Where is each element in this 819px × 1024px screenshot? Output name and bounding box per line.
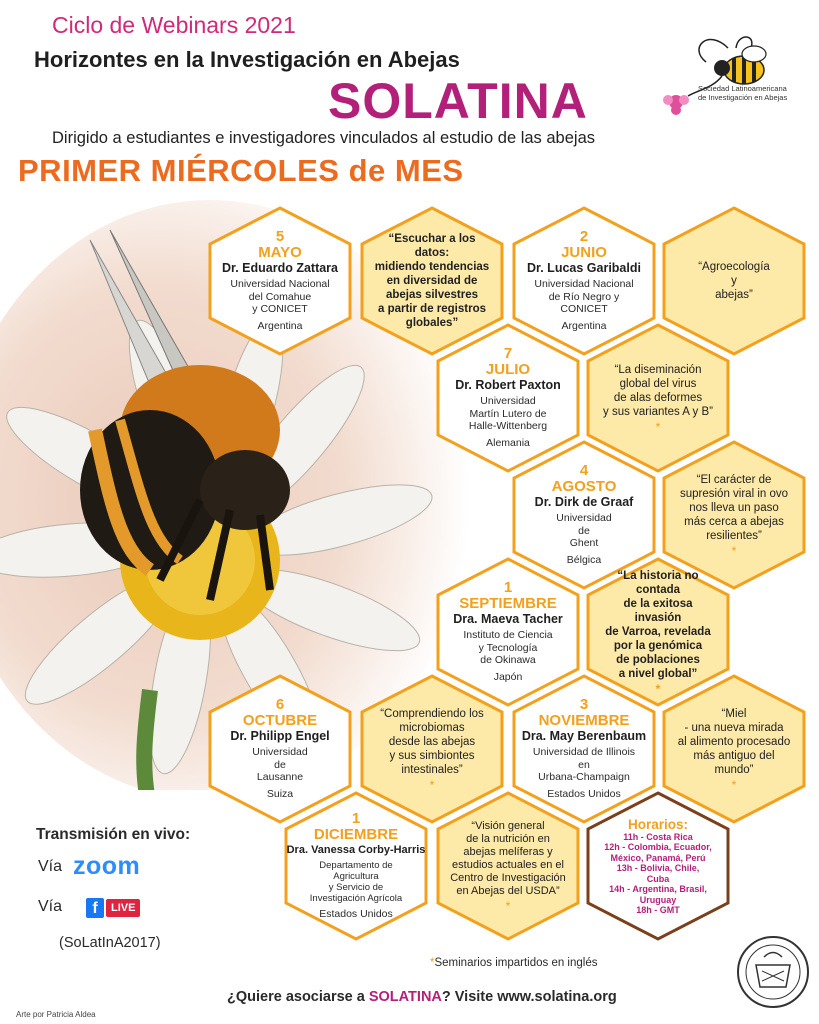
facebook-icon[interactable]: f [86, 898, 104, 918]
talk-title: “Visión general de la nutrición en abejas melíferas y estudios actuales en el Centro de Investigación en Abejas del USDA” * [450, 820, 566, 913]
session-day: 1 [503, 579, 513, 597]
schedule-line: 13h - Bolivia, Chile, [616, 863, 700, 873]
english-note: *Seminarios impartidos en inglés [430, 957, 598, 969]
via-label: Vía [38, 858, 63, 875]
talk-title: “La historia no contada de la exitosa invasión de Varroa, revelada por la genómica de poblaciones a nivel global” * [605, 570, 711, 696]
speaker-name: Dr. Robert Paxton [455, 378, 561, 393]
session-september-talk-hex [583, 557, 733, 707]
session-month: OCTUBRE [242, 712, 318, 730]
speaker-name: Dr. Dirk de Graaf [534, 495, 634, 510]
english-marker: * [731, 778, 737, 792]
zoom-logo[interactable]: zoom [73, 852, 141, 880]
speaker-institution: Universidad Martín Lutero de Halle-Wittenberg [468, 395, 548, 433]
session-month: AGOSTO [551, 478, 617, 496]
schedule-line: Cuba [646, 873, 670, 884]
series-title: Ciclo de Webinars 2021 [52, 12, 296, 38]
session-month: MAYO [258, 244, 302, 262]
live-stream-title: Transmisión en vivo: [36, 826, 191, 843]
session-december-talk-hex [433, 791, 583, 941]
session-month: JULIO [485, 361, 531, 379]
speaker-institution: Instituto de Ciencia y Tecnología de Okinawa [463, 629, 553, 667]
speaker-name: Dr. Lucas Garibaldi [527, 261, 641, 276]
session-day: 5 [275, 228, 285, 246]
talk-title: “La diseminación global del virus de alas deformes y sus variantes A y B” * [603, 364, 713, 434]
speaker-institution: Universidad de Illinois en Urbana-Champaign [532, 746, 636, 784]
talk-title: “Agroecología y abejas” [698, 261, 770, 301]
logo-line-2: de Investigación en Abejas [698, 93, 788, 102]
session-december-speaker-hex [281, 791, 431, 941]
speaker-country: Argentina [257, 319, 303, 332]
via-label: Vía [38, 898, 63, 915]
schedule-line: 14h - Argentina, Brasil, [609, 884, 707, 894]
english-marker: * [505, 899, 511, 913]
schedule-line: Uruguay [639, 894, 677, 905]
schedule-line: 12h - Colombia, Ecuador, [604, 842, 712, 852]
speaker-institution: Universidad de Lausanne [252, 746, 308, 784]
session-month: SEPTIEMBRE [459, 595, 557, 613]
session-day: 7 [503, 345, 513, 363]
speaker-country: Estados Unidos [547, 787, 621, 800]
speaker-country: Bélgica [566, 553, 602, 566]
asterisk-icon: * [430, 957, 435, 969]
membership-cta: ¿Quiere asociarse a SOLATINA? Visite www.solatina.org [227, 989, 617, 1005]
schedule-line: 18h - GMT [636, 905, 680, 915]
session-month: NOVIEMBRE [538, 712, 630, 730]
speaker-country: Argentina [561, 319, 607, 332]
session-day: 3 [579, 696, 589, 714]
talk-title: “Escuchar a los datos: midiendo tendencias en diversidad de abejas silvestres a partir de registros globales” [374, 233, 490, 329]
speaker-name: Dr. Eduardo Zattara [222, 261, 338, 276]
session-day: 4 [579, 462, 589, 480]
brand-title: SOLATINA [328, 73, 588, 129]
speaker-country: Japón [493, 670, 523, 683]
speaker-name: Dra. Vanessa Corby-Harris [286, 844, 426, 856]
english-marker: * [731, 544, 737, 558]
art-credit: Arte por Patricia Aldea [16, 1010, 96, 1019]
audience-line: Dirigido a estudiantes e investigadores vinculados al estudio de las abejas [52, 129, 596, 147]
talk-title: “Comprendiendo los microbiomas desde las abejas y sus simbiontes intestinales” * [380, 708, 484, 792]
logo-line-1: Sociedad Latinoamericana [698, 84, 787, 93]
english-marker: * [429, 778, 435, 792]
schedule-line: México, Panamá, Perú [610, 852, 706, 863]
session-day: 6 [275, 696, 285, 714]
speaker-institution: Universidad Nacional de Río Negro y CONICET [534, 278, 634, 316]
facebook-handle: (SoLatInA2017) [59, 935, 161, 951]
session-month: DICIEMBRE [313, 826, 399, 843]
speaker-name: Dra. Maeva Tacher [453, 612, 563, 627]
speaker-institution: Universidad Nacional del Comahue y CONICET [230, 278, 330, 316]
schedule-line: 11h - Costa Rica [623, 831, 693, 842]
english-marker: * [655, 420, 661, 434]
speaker-institution: Departamento de Agricultura y Servicio de Investigación Agrícola [309, 860, 403, 904]
speaker-institution: Universidad de Ghent [556, 512, 612, 550]
english-marker: * [655, 682, 661, 696]
session-may-speaker-hex [205, 206, 355, 356]
schedule-title: Horarios: [627, 816, 688, 832]
university-seal-icon [736, 935, 810, 1009]
talk-title: “Miel - una nueva mirada al alimento procesado más antiguo del mundo” * [677, 708, 791, 792]
speaker-name: Dra. May Berenbaum [521, 729, 647, 744]
speaker-country: Alemania [486, 436, 530, 449]
speaker-country: Suiza [266, 787, 294, 800]
speaker-name: Dr. Philipp Engel [230, 729, 330, 744]
session-day: 2 [579, 228, 589, 246]
talk-title: “El carácter de supresión viral in ovo nos lleva un paso más cerca a abejas resilientes” * [679, 474, 789, 558]
subtitle: Horizontes en la Investigación en Abejas [34, 47, 460, 72]
schedule-hex [583, 791, 733, 941]
live-badge[interactable]: LIVE [106, 899, 140, 917]
speaker-country: Estados Unidos [319, 908, 393, 920]
schedule-heading: PRIMER MIÉRCOLES de MES [18, 153, 464, 188]
session-day: 1 [351, 810, 361, 827]
session-month: JUNIO [561, 244, 607, 262]
